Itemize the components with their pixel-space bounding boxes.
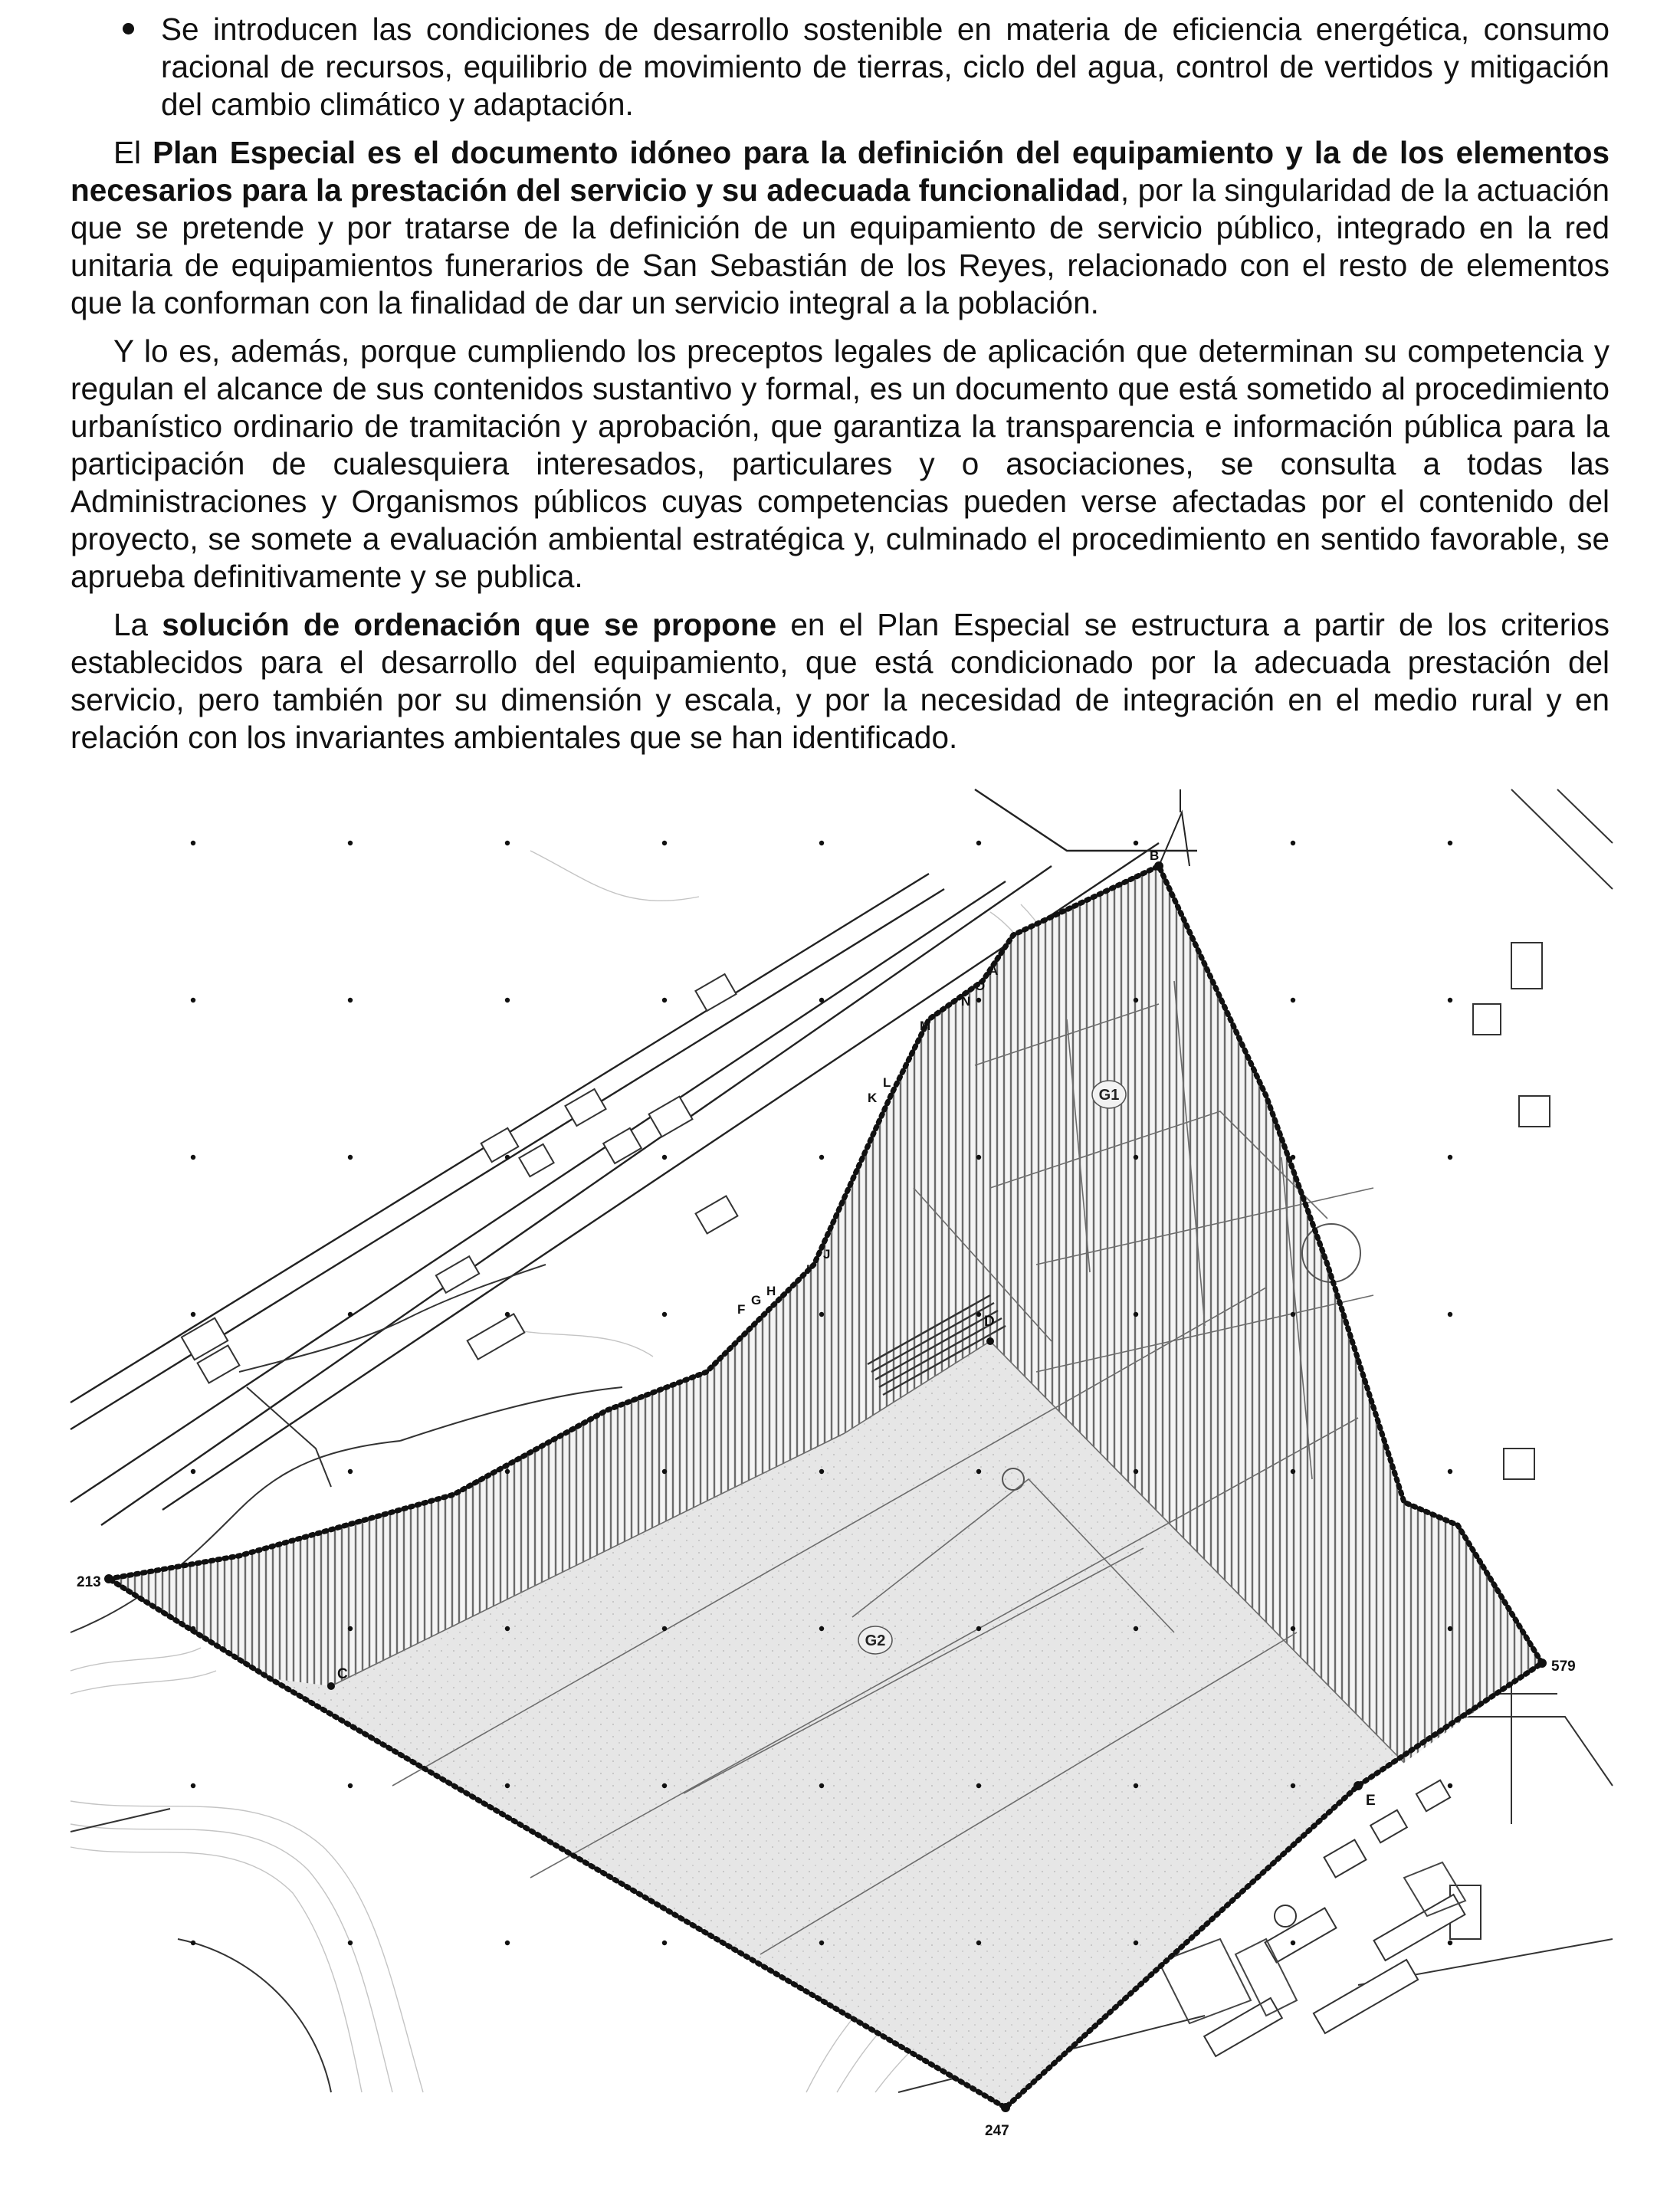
vertex-213-label: 213 xyxy=(77,1574,101,1590)
zone-g2-label: G2 xyxy=(865,1632,886,1649)
para3-rest: en el Plan Especial se estructura a partir de los criterios establecidos para el desarrollo del equipamiento, que está condicionado por la adecuada prestación del servicio, pero también por su dimensión y escala, y por la necesidad de integración en el medio rural y en relación con los invariantes ambientales que se han identificado. xyxy=(71,607,1609,755)
vertex-j-label: J xyxy=(823,1247,831,1262)
grid-cross-marker xyxy=(348,1155,353,1160)
grid-cross-marker xyxy=(1134,1783,1138,1788)
grid-cross-marker xyxy=(819,1155,824,1160)
grid-cross-marker xyxy=(976,1155,981,1160)
vertex-c-dot xyxy=(327,1682,335,1690)
grid-cross-marker xyxy=(819,1783,824,1788)
para1-lead: El xyxy=(113,135,153,170)
grid-cross-marker xyxy=(1291,1941,1295,1945)
vertex-b-label: B xyxy=(1150,848,1160,863)
grid-cross-marker xyxy=(348,1626,353,1631)
grid-cross-marker xyxy=(1291,1783,1295,1788)
bullet-text: Se introducen las condiciones de desarrollo sostenible en materia de eficiencia energética, consumo racional de recursos, equilibrio de movimiento de tierras, ciclo del agua, control de vertidos y mitigación del cambio climático y adaptación. xyxy=(161,11,1609,122)
grid-cross-marker xyxy=(191,1469,195,1474)
grid-cross-marker xyxy=(348,1312,353,1317)
zone-g1-label: G1 xyxy=(1098,1087,1120,1104)
grid-cross-marker xyxy=(662,1783,667,1788)
grid-cross-marker xyxy=(1291,998,1295,1002)
grid-cross-marker xyxy=(348,1469,353,1474)
grid-cross-marker xyxy=(505,1783,510,1788)
grid-cross-marker xyxy=(505,1941,510,1945)
vertex-247-dot xyxy=(1001,2103,1010,2112)
vertex-d-dot xyxy=(986,1337,994,1345)
grid-cross-marker xyxy=(505,1155,510,1160)
vertex-213-dot xyxy=(104,1574,113,1583)
grid-cross-marker xyxy=(348,841,353,845)
grid-cross-marker xyxy=(1134,1155,1138,1160)
vertex-579-dot xyxy=(1537,1659,1547,1668)
vertex-a-label: A xyxy=(989,963,999,978)
vertex-i-label: I xyxy=(806,1262,810,1277)
vertex-e-label: E xyxy=(1366,1793,1376,1809)
para1-bold: Plan Especial es el documento idóneo para la definición del equipamiento y la de los elementos necesarios para la prestación del servicio y su adecuada funcionalidad xyxy=(71,135,1609,208)
grid-cross-marker xyxy=(662,1312,667,1317)
grid-cross-marker xyxy=(819,1626,824,1631)
grid-cross-marker xyxy=(1134,841,1138,845)
grid-cross-marker xyxy=(662,1941,667,1945)
vertex-g-label: G xyxy=(751,1293,762,1307)
vertex-n-label: N xyxy=(961,994,971,1009)
grid-cross-marker xyxy=(1134,1626,1138,1631)
grid-cross-marker xyxy=(976,1783,981,1788)
grid-cross-marker xyxy=(505,1312,510,1317)
grid-cross-marker xyxy=(191,1626,195,1631)
vertex-e-dot xyxy=(1354,1781,1363,1790)
grid-cross-marker xyxy=(1134,1312,1138,1317)
para1-rest: , por la singularidad de la actuación que se pretende y por tratarse de la definición de un equipamiento de servicio público, integrado en la red unitaria de equipamientos funerarios de San Sebastián de los Reyes, relacionado con el resto de elementos que la conforman con la finalidad de dar un servicio integral a la población. xyxy=(71,172,1609,320)
grid-cross-marker xyxy=(1448,1626,1452,1631)
vertex-k-label: K xyxy=(868,1091,878,1105)
grid-cross-marker xyxy=(819,998,824,1002)
grid-cross-marker xyxy=(976,1469,981,1474)
grid-cross-marker xyxy=(1448,998,1452,1002)
grid-cross-marker xyxy=(662,1626,667,1631)
grid-cross-marker xyxy=(976,1941,981,1945)
grid-cross-marker xyxy=(505,841,510,845)
vertex-o-label: O xyxy=(975,979,986,993)
vertex-579-label: 579 xyxy=(1551,1659,1576,1675)
grid-cross-marker xyxy=(1291,1312,1295,1317)
grid-cross-marker xyxy=(662,998,667,1002)
bullet-item xyxy=(71,11,1609,123)
grid-cross-marker xyxy=(976,1312,981,1317)
grid-cross-marker xyxy=(1134,1469,1138,1474)
grid-cross-marker xyxy=(1134,998,1138,1002)
grid-cross-marker xyxy=(348,1783,353,1788)
grid-cross-marker xyxy=(819,1941,824,1945)
vertex-f-label: F xyxy=(737,1302,746,1317)
grid-cross-marker xyxy=(348,1941,353,1945)
grid-cross-marker xyxy=(976,1626,981,1631)
paragraph-solucion xyxy=(71,606,1609,756)
grid-cross-marker xyxy=(1291,841,1295,845)
grid-cross-marker xyxy=(819,1469,824,1474)
grid-cross-marker xyxy=(662,841,667,845)
grid-cross-marker xyxy=(1291,1469,1295,1474)
grid-cross-marker xyxy=(1291,1626,1295,1631)
grid-cross-marker xyxy=(348,998,353,1002)
vertex-247-label: 247 xyxy=(985,2123,1009,2139)
grid-cross-marker xyxy=(1448,1312,1452,1317)
grid-cross-marker xyxy=(1291,1155,1295,1160)
grid-cross-marker xyxy=(1448,1783,1452,1788)
para3-bold: solución de ordenación que se propone xyxy=(162,607,777,642)
grid-cross-marker xyxy=(662,1469,667,1474)
site-plan-svg xyxy=(71,789,1613,2139)
vertex-m-label: M xyxy=(920,1019,931,1033)
vertex-h-label: H xyxy=(766,1284,776,1298)
grid-cross-marker xyxy=(662,1155,667,1160)
vertex-c-label: C xyxy=(337,1666,348,1682)
grid-cross-marker xyxy=(191,1941,195,1945)
paragraph-procedimiento: Y lo es, además, porque cumpliendo los preceptos legales de aplicación que determinan su competencia y regulan el alcance de sus contenidos sustantivo y formal, es un documento que está sometido al procedimiento urbanístico ordinario de tramitación y aprobación, que garantiza la transparencia e información pública para la participación de cualesquiera interesados, particulares y o asociaciones, se consulta a todas las Administraciones y Organismos públicos cuyas competencias pueden verse afectadas por el contenido del proyecto, se somete a evaluación ambiental estratégica y, culminado el procedimiento en sentido favorable, se aprueba definitivamente y se publica. xyxy=(71,333,1609,594)
grid-cross-marker xyxy=(976,841,981,845)
paragraph-plan-especial xyxy=(71,134,1609,322)
document-text xyxy=(71,11,1609,767)
grid-cross-marker xyxy=(191,1312,195,1317)
grid-cross-marker xyxy=(505,1626,510,1631)
grid-cross-marker xyxy=(191,998,195,1002)
grid-cross-marker xyxy=(191,1155,195,1160)
grid-cross-marker xyxy=(976,998,981,1002)
para3-lead: La xyxy=(113,607,162,642)
grid-cross-marker xyxy=(1134,1941,1138,1945)
grid-cross-marker xyxy=(1448,841,1452,845)
vertex-l-label: L xyxy=(883,1075,891,1090)
grid-cross-marker xyxy=(1448,1941,1452,1945)
grid-cross-marker xyxy=(819,1312,824,1317)
site-plan-map xyxy=(71,789,1613,2139)
grid-cross-marker xyxy=(505,998,510,1002)
grid-cross-marker xyxy=(1448,1469,1452,1474)
grid-cross-marker xyxy=(505,1469,510,1474)
bullet-icon xyxy=(123,23,134,34)
grid-cross-marker xyxy=(1448,1155,1452,1160)
vertex-d-label: D xyxy=(984,1314,995,1330)
grid-cross-marker xyxy=(191,1783,195,1788)
grid-cross-marker xyxy=(191,841,195,845)
grid-cross-marker xyxy=(819,841,824,845)
